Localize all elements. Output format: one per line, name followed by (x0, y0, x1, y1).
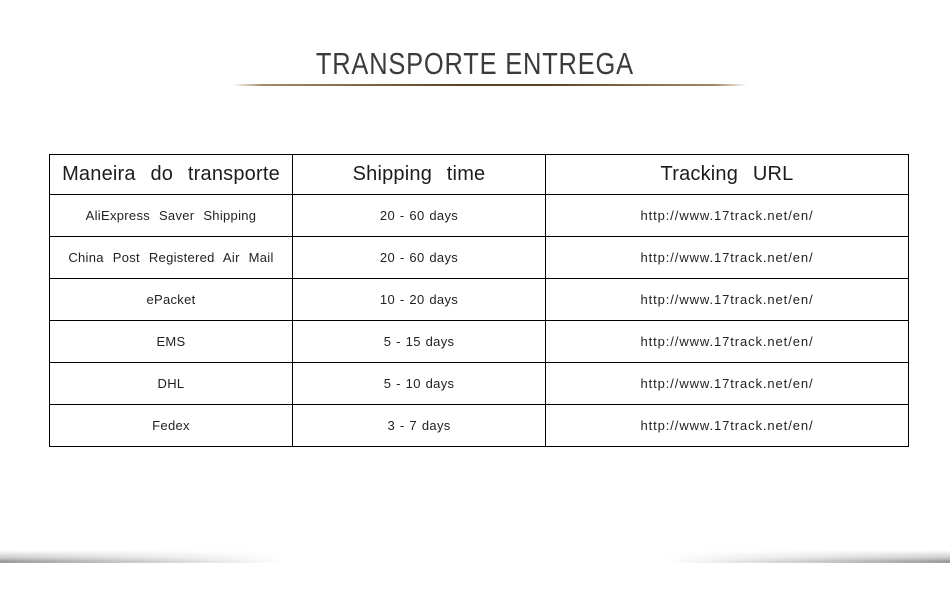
tracking-url-cell: http://www.17track.net/en/ (546, 195, 909, 237)
method-cell: EMS (50, 321, 293, 363)
shipping-table-header (50, 155, 909, 195)
page-header (0, 48, 950, 80)
table-row (50, 279, 909, 321)
shipping-time-cell: 20 - 60 days (293, 237, 546, 279)
shipping-time-cell: 20 - 60 days (293, 195, 546, 237)
table-row (50, 363, 909, 405)
shipping-time-cell: 3 - 7 days (293, 405, 546, 447)
tracking-url-cell: http://www.17track.net/en/ (546, 405, 909, 447)
method-cell: Fedex (50, 405, 293, 447)
table-row (50, 195, 909, 237)
shipping-time-cell: 5 - 10 days (293, 363, 546, 405)
table-row (50, 405, 909, 447)
shipping-table (49, 154, 909, 447)
method-cell: AliExpress Saver Shipping (50, 195, 293, 237)
shipping-time-cell: 10 - 20 days (293, 279, 546, 321)
tracking-url-cell: http://www.17track.net/en/ (546, 279, 909, 321)
shipping-time-cell: 5 - 15 days (293, 321, 546, 363)
bottom-shadow-left (0, 550, 295, 563)
method-cell: China Post Registered Air Mail (50, 237, 293, 279)
method-cell: DHL (50, 363, 293, 405)
header-cell-transport-method: Maneira do transporte (50, 155, 293, 195)
shipping-table-body (50, 195, 909, 447)
tracking-url-cell: http://www.17track.net/en/ (546, 237, 909, 279)
table-header-row (50, 155, 909, 195)
header-cell-shipping-time: Shipping time (293, 155, 546, 195)
page-title: TRANSPORTE ENTREGA (316, 46, 634, 81)
method-cell: ePacket (50, 279, 293, 321)
title-divider-line (232, 84, 747, 86)
header-cell-tracking-url: Tracking URL (546, 155, 909, 195)
tracking-url-cell: http://www.17track.net/en/ (546, 321, 909, 363)
bottom-shadow-right (655, 550, 950, 563)
table-row (50, 321, 909, 363)
tracking-url-cell: http://www.17track.net/en/ (546, 363, 909, 405)
table-row (50, 237, 909, 279)
